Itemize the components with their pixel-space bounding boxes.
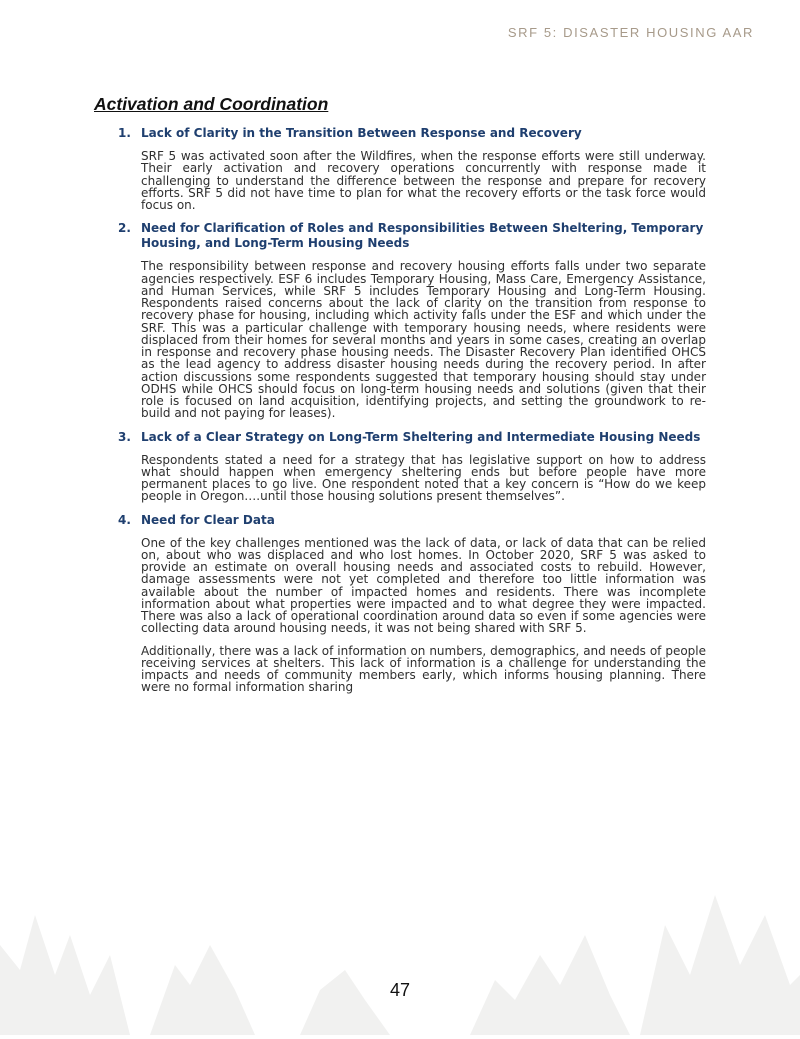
section [94, 94, 706, 704]
body-paragraph: SRF 5 was activated soon after the Wildfires, when the response efforts were still underway. Their early activation and recovery operations concurrently with response made it challenging to understand the difference between the response and prepare for recovery efforts. SRF 5 did not have time to plan for what the recovery efforts or the task force would focus on. [141, 149, 706, 212]
body-paragraph: Respondents stated a need for a strategy that has legislative support on how to address what should happen when emergency sheltering ends but before people have more permanent places to go live. One respondent noted that a key concern is “How do we keep people in Oregon….until those housing solutions present themselves”. [141, 452, 706, 504]
item-title: Need for Clarification of Roles and Responsibilities Between Sheltering, Temporary Housing, and Long-Term Housing Needs [141, 221, 704, 251]
item-title: Lack of Clarity in the Transition Between Response and Recovery [141, 126, 582, 140]
body-paragraph: One of the key challenges mentioned was the lack of data, or lack of data that can be relied on, about who was displaced and who lost homes. In October 2020, SRF 5 was asked to provide an estimate on overall housing needs and associated costs to rebuild. However, damage assessments were not yet completed and therefore too little information was available about the number of impacted homes and residents. There was incomplete information about what properties were impacted and to what degree they were impacted. There was also a lack of operational coordination around data so even if some agencies were collecting data around housing needs, it was not being shared with SRF 5. [141, 535, 706, 636]
tree-silhouette-icon [0, 875, 800, 1035]
item-title: Lack of a Clear Strategy on Long-Term Sheltering and Intermediate Housing Needs [141, 429, 701, 444]
body-paragraph: The responsibility between response and recovery housing efforts falls under two separate agencies respectively. ESF 6 includes Temporary Housing, Mass Care, Emergency Assistance, and Human Services, while SRF 5 includes Temporary Housing and Long-Term Housing. Respondents raised concerns about the lack of clarity on the transition from response to recovery phase for housing, including which activity falls under the ESF and which under the SRF. This was a particular challenge with temporary housing needs, where residents were displaced from their homes for several months and years in some cases, creating an overlap in response and recovery phase housing needs. The Disaster Recovery Plan identified OHCS as the lead agency to address disaster housing needs during the recovery period. In after action discussions some respondents suggested that temporary housing should stay under ODHS while OHCS should focus on long-term housing needs and solutions (given that their role is focused on land acquisition, identifying projects, and setting the groundwork to re-build and not paying for leases). [141, 259, 706, 421]
body-paragraph: Additionally, there was a lack of information on numbers, demographics, and needs of people receiving services at shelters. This lack of information is a challenge for understanding the impacts and needs of community members early, which informs housing planning. There were no formal information sharing [141, 643, 706, 695]
finding-item-2 [94, 221, 706, 419]
section-title: Activation and Coordination [94, 94, 329, 114]
item-number: 1. [118, 126, 131, 140]
running-header: SRF 5: DISASTER HOUSING AAR [507, 25, 754, 40]
finding-item-3 [94, 430, 706, 503]
item-number: 2. [118, 221, 131, 236]
forest-silhouette-decoration [0, 875, 800, 1035]
finding-item-1 [94, 126, 706, 211]
findings-list [94, 126, 706, 694]
item-number: 4. [118, 512, 131, 527]
item-title: Need for Clear Data [141, 512, 275, 527]
page-number: 47 [389, 980, 411, 1000]
item-number: 3. [118, 429, 131, 444]
finding-item-4 [94, 513, 706, 694]
